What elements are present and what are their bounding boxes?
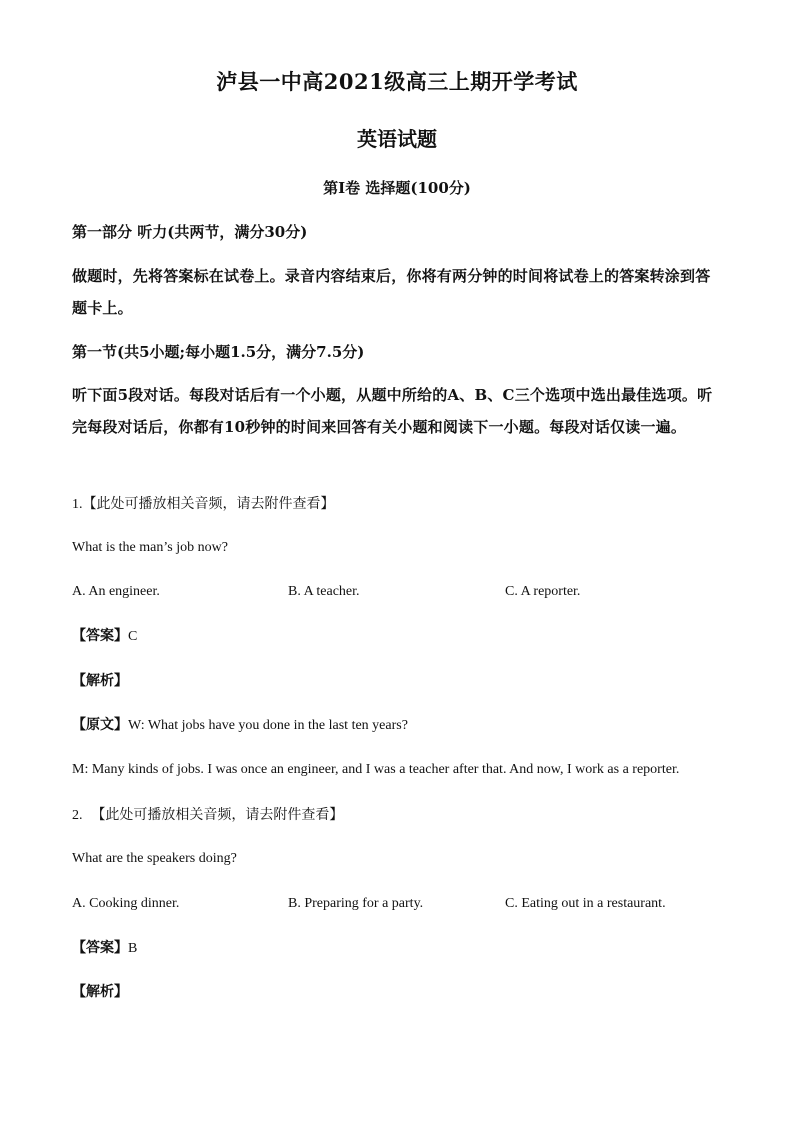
original-label: 【原文】 — [72, 717, 128, 733]
audio-note: 【此处可播放相关音频，请去附件查看】 — [91, 807, 344, 823]
part1-instruction: 做题时，先将答案标在试卷上。录音内容结束后，你将有两分钟的时间将试卷上的答案转涂到答题卡上。 — [72, 267, 711, 317]
answer-label: 【答案】 — [72, 628, 128, 644]
part1-heading: 第一部分 听力(共两节，满分30分) — [72, 223, 308, 241]
question-1-analysis-label: 【解析】 — [72, 673, 128, 689]
page-subtitle: 英语试题 — [357, 127, 437, 151]
question-1-audio-note — [72, 493, 724, 516]
page-title: 泸县一中高2021级高三上期开学考试 — [216, 69, 578, 94]
question-number: 2. — [72, 808, 83, 823]
question-1-original-w — [72, 714, 724, 737]
question-2-text: What are the speakers doing? — [72, 851, 237, 866]
question-1-option-a: A. An engineer. — [72, 584, 160, 599]
question-2-audio-note — [72, 804, 724, 827]
answer-value: C — [128, 629, 138, 644]
question-1-option-b: B. A teacher. — [288, 584, 360, 599]
question-1-original-m: M: Many kinds of jobs. I was once an engineer, and I was a teacher after that. And now, I work as a reporter. — [72, 762, 680, 777]
answer-value: B — [128, 941, 138, 956]
answer-label: 【答案】 — [72, 940, 128, 956]
question-1-answer — [72, 625, 724, 648]
question-1-option-c: C. A reporter. — [505, 584, 581, 599]
volume-heading: 第I卷 选择题(100分) — [323, 179, 471, 197]
question-2-option-b: B. Preparing for a party. — [288, 896, 424, 911]
question-2-analysis-label: 【解析】 — [72, 984, 128, 1000]
question-2-answer — [72, 937, 724, 960]
audio-note: 【此处可播放相关音频，请去附件查看】 — [82, 496, 335, 512]
original-w-text: W: What jobs have you done in the last ten years? — [128, 718, 408, 733]
section-heading: 第一节(共5小题;每小题1.5分，满分7.5分) — [72, 343, 365, 361]
section-instruction: 听下面5段对话。每段对话后有一个小题，从题中所给的A、B、C三个选项中选出最佳选项。听完每段对话后，你都有10秒钟的时间来回答有关小题和阅读下一小题。每段对话仅读一遍。 — [72, 386, 713, 436]
question-number: 1. — [72, 497, 83, 512]
question-2-option-c: C. Eating out in a restaurant. — [505, 896, 666, 911]
question-1-text: What is the man’s job now? — [72, 540, 228, 555]
question-2-option-a: A. Cooking dinner. — [72, 896, 180, 911]
